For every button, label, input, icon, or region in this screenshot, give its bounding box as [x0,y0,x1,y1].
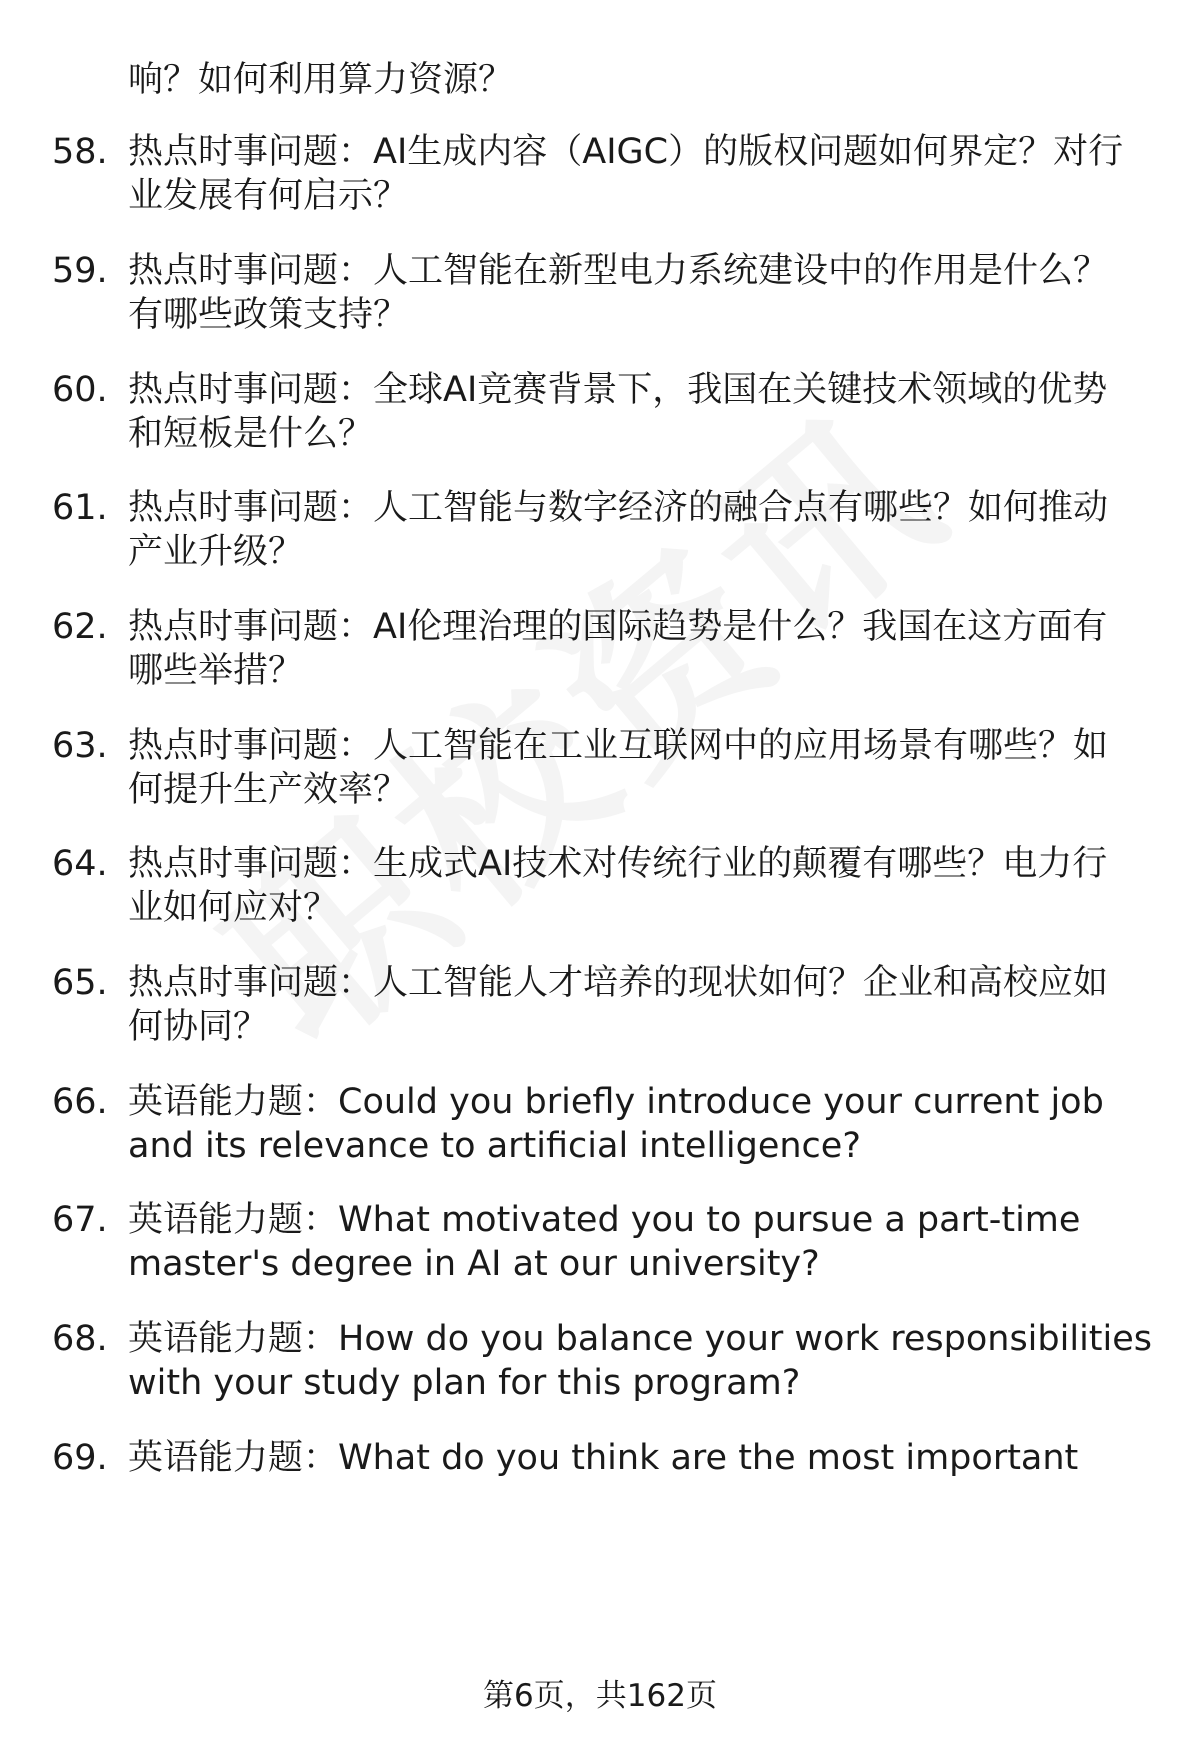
question-number: 65. [52,963,108,1003]
question-number: 63. [52,726,108,766]
question-number: 62. [52,607,108,647]
question-number: 58. [52,132,108,172]
question-number: 67. [52,1200,108,1240]
question-text: 热点时事问题：AI生成内容（AIGC）的版权问题如何界定？对行 [128,132,1124,172]
question-text: 热点时事问题：人工智能在新型电力系统建设中的作用是什么？ [128,251,1109,291]
question-number: 69. [52,1438,108,1478]
question-text-cont: 产业升级？ [128,532,304,572]
question-number: 60. [52,370,108,410]
question-number: 59. [52,251,108,291]
question-text-cont: and its relevance to artificial intelligence? [128,1126,861,1166]
question-text: 英语能力题：What motivated you to pursue a part-time [128,1200,1081,1240]
question-text: 英语能力题：How do you balance your work responsibilities [128,1319,1153,1359]
question-text: 热点时事问题：人工智能与数字经济的融合点有哪些？如何推动 [128,488,1109,528]
question-number: 61. [52,488,108,528]
question-text: 热点时事问题：AI伦理治理的国际趋势是什么？我国在这方面有 [128,607,1108,647]
question-number: 64. [52,844,108,884]
question-text: 热点时事问题：全球AI竞赛背景下，我国在关键技术领域的优势 [128,370,1108,410]
question-text-cont: 业如何应对？ [128,888,339,928]
question-text-cont: master's degree in AI at our university? [128,1244,820,1284]
question-number: 66. [52,1082,108,1122]
question-text-cont: 有哪些政策支持？ [128,295,409,335]
question-text-cont: 和短板是什么？ [128,414,374,454]
question-text-cont: 哪些举措？ [128,651,304,691]
question-text-cont: 业发展有何启示？ [128,176,409,216]
question-text: 热点时事问题：生成式AI技术对传统行业的颠覆有哪些？电力行 [128,844,1108,884]
question-text-cont: with your study plan for this program? [128,1363,801,1403]
question-text-cont: 何提升生产效率？ [128,770,409,810]
question-number: 68. [52,1319,108,1359]
question-text: 英语能力题：What do you think are the most important [128,1438,1079,1478]
page-footer: 第6页，共162页 [483,1678,717,1714]
question-text: 热点时事问题：人工智能人才培养的现状如何？企业和高校应如 [128,963,1109,1003]
question-text: 热点时事问题：人工智能在工业互联网中的应用场景有哪些？如 [128,726,1109,766]
question-text: 英语能力题：Could you briefly introduce your current job [128,1082,1104,1122]
continuation-line: 响？如何利用算力资源？ [128,60,514,100]
question-text-cont: 何协同？ [128,1007,269,1047]
